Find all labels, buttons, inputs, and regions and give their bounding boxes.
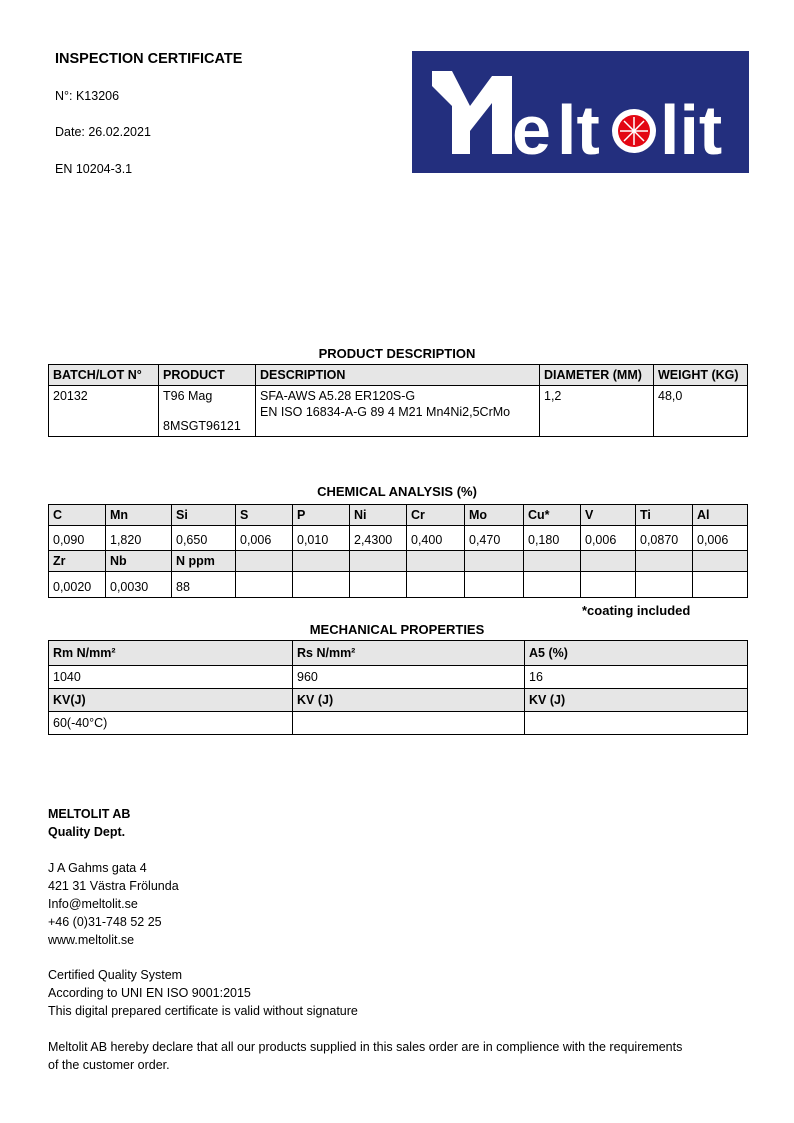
kv-value [525, 712, 748, 735]
diameter-value: 1,2 [540, 386, 654, 437]
element-value [636, 572, 693, 598]
meltolit-logo [412, 51, 749, 173]
description-line-1: SFA-AWS A5.28 ER120S-G [260, 389, 416, 403]
element-value [236, 572, 293, 598]
product-header-row [49, 365, 748, 386]
element-header [636, 551, 693, 572]
element-header: Cu* [524, 505, 581, 526]
element-header: Si [172, 505, 236, 526]
element-value: 88 [172, 572, 236, 598]
header-product: PRODUCT [159, 365, 256, 386]
header-weight: WEIGHT (KG) [654, 365, 748, 386]
certification-line-2: According to UNI EN ISO 9001:2015 [48, 986, 251, 1000]
meltolit-logo-graphic [412, 51, 749, 173]
kv-header: KV (J) [293, 689, 525, 712]
rm-header: Rm N/mm² [49, 641, 293, 666]
element-header: Mo [465, 505, 524, 526]
element-header: N ppm [172, 551, 236, 572]
element-value: 0,0030 [106, 572, 172, 598]
element-header [693, 551, 748, 572]
element-header [524, 551, 581, 572]
product-code: 8MSGT96121 [163, 419, 241, 433]
element-value: 0,470 [465, 526, 524, 551]
kv-value [293, 712, 525, 735]
element-header [236, 551, 293, 572]
batch-value: 20132 [49, 386, 159, 437]
header-batch: BATCH/LOT N° [49, 365, 159, 386]
element-header [407, 551, 465, 572]
element-value: 0,010 [293, 526, 350, 551]
product-table [48, 364, 748, 437]
element-value: 2,4300 [350, 526, 407, 551]
kv-header: KV(J) [49, 689, 293, 712]
svg-text:e: e [512, 91, 551, 169]
element-value: 0,006 [581, 526, 636, 551]
a5-header: A5 (%) [525, 641, 748, 666]
header-diameter: DIAMETER (MM) [540, 365, 654, 386]
certificate-number: N°: K13206 [55, 89, 120, 103]
element-value: 0,006 [236, 526, 293, 551]
mechanical-table [48, 640, 748, 735]
description-cell [256, 386, 540, 437]
element-value [350, 572, 407, 598]
rs-header: Rs N/mm² [293, 641, 525, 666]
chemical-value-row-1 [49, 526, 748, 551]
product-description-title: PRODUCT DESCRIPTION [318, 346, 476, 361]
element-header [293, 551, 350, 572]
element-value [293, 572, 350, 598]
company-website: www.meltolit.se [48, 933, 135, 947]
certification-line-3: This digital prepared certificate is valid without signature [48, 1004, 358, 1018]
element-header [465, 551, 524, 572]
element-header: Cr [407, 505, 465, 526]
element-header: Nb [106, 551, 172, 572]
certification-line-1: Certified Quality System [48, 968, 183, 982]
element-value [465, 572, 524, 598]
mechanical-value-row-1 [49, 666, 748, 689]
element-value [693, 572, 748, 598]
product-cell [159, 386, 256, 437]
chemical-header-row-2 [49, 551, 748, 572]
element-header: Ti [636, 505, 693, 526]
coating-note: *coating included [582, 603, 691, 618]
element-value: 0,090 [49, 526, 106, 551]
element-header [350, 551, 407, 572]
product-row [49, 386, 748, 437]
element-value [581, 572, 636, 598]
product-name: T96 Mag [163, 389, 213, 403]
svg-text:lt: lt [557, 91, 600, 169]
description-line-2: EN ISO 16834-A-G 89 4 M21 Mn4Ni2,5CrMo [260, 405, 511, 419]
element-header: Ni [350, 505, 407, 526]
element-header: Zr [49, 551, 106, 572]
element-value [407, 572, 465, 598]
element-header: Al [693, 505, 748, 526]
address-line-1: J A Gahms gata 4 [48, 861, 147, 875]
mechanical-header-row-2 [49, 689, 748, 712]
certificate-title: INSPECTION CERTIFICATE [55, 51, 243, 67]
chemical-value-row-2 [49, 572, 748, 598]
declaration-line-1: Meltolit AB hereby declare that all our products supplied in this sales order are in complience with the requirements [48, 1040, 683, 1054]
chemical-table [48, 504, 748, 598]
company-dept: Quality Dept. [48, 825, 126, 839]
mechanical-properties-title: MECHANICAL PROPERTIES [309, 622, 485, 637]
element-header: P [293, 505, 350, 526]
element-value: 0,0870 [636, 526, 693, 551]
element-value: 0,006 [693, 526, 748, 551]
rm-value: 1040 [49, 666, 293, 689]
mechanical-header-row-1 [49, 641, 748, 666]
element-header: Mn [106, 505, 172, 526]
mechanical-value-row-2 [49, 712, 748, 735]
element-value [524, 572, 581, 598]
company-email: Info@meltolit.se [48, 897, 138, 911]
element-header: S [236, 505, 293, 526]
chemical-header-row-1 [49, 505, 748, 526]
a5-value: 16 [525, 666, 748, 689]
company-phone: +46 (0)31-748 52 25 [48, 915, 162, 929]
certificate-standard: EN 10204-3.1 [55, 162, 133, 176]
header-description: DESCRIPTION [256, 365, 540, 386]
element-value: 0,650 [172, 526, 236, 551]
element-value: 1,820 [106, 526, 172, 551]
weight-value: 48,0 [654, 386, 748, 437]
declaration-line-2: of the customer order. [48, 1058, 170, 1072]
element-header: V [581, 505, 636, 526]
element-value: 0,0020 [49, 572, 106, 598]
element-value: 0,180 [524, 526, 581, 551]
kv-value: 60(-40°C) [49, 712, 293, 735]
svg-text:lit: lit [660, 91, 723, 169]
company-name: MELTOLIT AB [48, 807, 131, 821]
kv-header: KV (J) [525, 689, 748, 712]
element-value: 0,400 [407, 526, 465, 551]
rs-value: 960 [293, 666, 525, 689]
element-header: C [49, 505, 106, 526]
chemical-analysis-title: CHEMICAL ANALYSIS (%) [317, 484, 477, 499]
element-header [581, 551, 636, 572]
certificate-date: Date: 26.02.2021 [55, 125, 151, 139]
address-line-2: 421 31 Västra Frölunda [48, 879, 179, 893]
